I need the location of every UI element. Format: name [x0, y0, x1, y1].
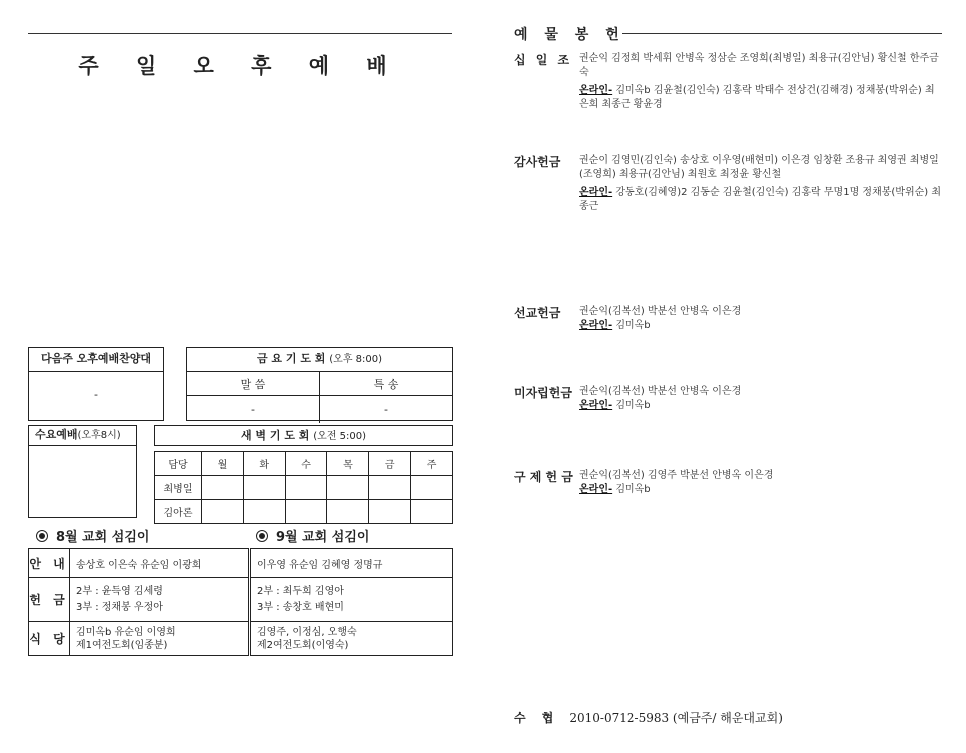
radio-bullet-icon — [256, 530, 268, 542]
thanks-name-list: 권순이 김영민(김인숙) 송상호 이우영(배현미) 이은경 임창환 조용규 최영권 최병일(조영희) 최용규(김안님) 최원호 최정윤 황신철 — [579, 155, 939, 180]
mission-online — [579, 319, 941, 333]
dawn-header-row — [155, 452, 453, 476]
wednesday-service-box — [28, 425, 137, 518]
service-aug-cell — [70, 622, 250, 656]
relief-online — [579, 483, 941, 497]
dawn-prayer-header-box — [154, 425, 453, 446]
thanks-names — [579, 154, 941, 218]
future-label: 미자립헌금 — [514, 386, 572, 400]
service-aug-line: 2부 : 윤득영 김세령 — [76, 585, 163, 597]
friday-prayer-header — [187, 348, 452, 372]
mission-name-list: 권순익(김복선) 박분선 안병옥 이은경 — [579, 306, 742, 317]
table-row — [155, 476, 453, 500]
sep-service-title — [256, 526, 369, 545]
dawn-prayer-header — [155, 426, 452, 446]
table-row — [29, 622, 453, 656]
relief-name-list: 권순익(김복선) 김영주 박분선 안병옥 이은경 — [579, 470, 774, 481]
friday-col-special-song: 특 송 — [320, 372, 453, 396]
mission-online-list: 김미옥b — [615, 320, 651, 331]
friday-col-sermon: 말 씀 — [187, 372, 320, 396]
dawn-leader-name: 김아론 — [155, 500, 202, 524]
friday-prayer-box — [186, 347, 453, 421]
dawn-prayer-time: (오전 5:00) — [313, 431, 367, 442]
friday-song-value: - — [384, 403, 388, 416]
tithe-online-list: 김미옥b 김윤철(김인숙) 김홍락 박태수 전상건(김해경) 정채봉(박위순) 최은희 최종근 황윤경 — [579, 85, 935, 110]
future-name-list: 권순익(김복선) 박분선 안병옥 이은경 — [579, 386, 742, 397]
friday-prayer-table — [187, 372, 452, 423]
service-sep-line: 3부 : 송창호 배현미 — [257, 601, 344, 613]
online-label: 온라인- — [579, 85, 613, 96]
mission-label: 선교헌금 — [514, 306, 561, 320]
service-row-label: 식 당 — [29, 622, 70, 656]
service-sep-line: 김영주, 이정심, 오행숙 — [257, 626, 357, 638]
offering-title: 예 물 봉 헌 — [514, 27, 625, 43]
sep-service-title-text: 9월 교회 섬김이 — [276, 530, 370, 545]
next-choir-value: - — [94, 388, 98, 401]
dawn-cell — [369, 476, 411, 500]
dawn-cell — [243, 476, 285, 500]
service-aug-line: 제1여전도회(임종분) — [76, 639, 168, 651]
service-sep-line: 제2여전도회(이영숙) — [257, 639, 349, 651]
future-online — [579, 399, 941, 413]
dawn-header-cell: 목 — [327, 452, 369, 476]
dawn-cell — [411, 500, 453, 524]
dawn-cell — [202, 500, 244, 524]
dawn-cell — [411, 476, 453, 500]
dawn-cell — [327, 500, 369, 524]
dawn-cell — [369, 500, 411, 524]
service-aug-line: 김미옥b 유순임 이영희 — [76, 626, 176, 638]
online-label: 온라인- — [579, 187, 613, 198]
dawn-cell — [327, 476, 369, 500]
dawn-header-cell: 월 — [202, 452, 244, 476]
dawn-prayer-table — [154, 451, 453, 524]
mission-names — [579, 305, 941, 337]
aug-service-title-text: 8월 교회 섬김이 — [56, 530, 150, 545]
dawn-header-cell: 담당 — [155, 452, 202, 476]
service-sep-cell — [250, 549, 453, 578]
dawn-header-cell: 화 — [243, 452, 285, 476]
wednesday-time: (오후8시) — [77, 430, 121, 441]
friday-sermon-value: - — [187, 396, 320, 424]
dawn-header-cell: 금 — [369, 452, 411, 476]
relief-online-list: 김미옥b — [615, 484, 651, 495]
next-choir-box — [28, 347, 164, 421]
online-label: 온라인- — [579, 400, 613, 411]
thanks-online-list: 강동호(김혜영)2 김동순 김윤철(김인숙) 김홍락 무명1명 정채봉(박위순) 최종근 — [579, 187, 942, 212]
service-aug-line: 3부 : 정채봉 우정아 — [76, 601, 163, 613]
top-rule-left — [28, 33, 452, 34]
future-online-list: 김미옥b — [615, 400, 651, 411]
service-row-label: 헌 금 — [29, 578, 70, 622]
relief-names — [579, 469, 941, 501]
service-sep-cell — [250, 622, 453, 656]
table-row — [29, 549, 453, 578]
service-aug-line: 송상호 이은숙 유순임 이광희 — [76, 559, 202, 571]
tithe-name-list: 권순익 김정희 박세휘 안병옥 정삼순 조영희(최병일) 최용규(김안님) 황신철 한주금숙 — [579, 53, 939, 78]
friday-prayer-time: (오후 8:00) — [329, 354, 383, 365]
thanks-online — [579, 186, 941, 214]
service-aug-cell — [70, 578, 250, 622]
aug-service-title — [36, 526, 149, 545]
tithe-label: 십 일 조 — [514, 53, 573, 67]
relief-label: 구 제 헌 금 — [514, 470, 573, 484]
service-sep-line: 이우영 유순임 김혜영 정명규 — [257, 559, 383, 571]
top-rule-right — [622, 33, 942, 34]
next-choir-header: 다음주 오후예배찬양대 — [29, 348, 163, 372]
dawn-leader-name: 최병일 — [155, 476, 202, 500]
dawn-cell — [202, 476, 244, 500]
future-names — [579, 385, 941, 417]
table-row — [155, 500, 453, 524]
page-title: 주 일 오 후 예 배 — [78, 54, 402, 78]
table-row — [29, 578, 453, 622]
service-row-label: 안 내 — [29, 549, 70, 578]
service-sep-line: 2부 : 최두희 김영아 — [257, 585, 344, 597]
bank-account — [514, 709, 783, 726]
service-table — [28, 548, 453, 656]
service-sep-cell — [250, 578, 453, 622]
dawn-header-cell: 주 — [411, 452, 453, 476]
wednesday-title: 수요예배 — [35, 428, 78, 441]
radio-bullet-icon — [36, 530, 48, 542]
dawn-cell — [285, 476, 327, 500]
friday-prayer-title: 금 요 기 도 회 — [256, 352, 326, 365]
online-label: 온라인- — [579, 320, 613, 331]
wednesday-header — [29, 426, 136, 446]
online-label: 온라인- — [579, 484, 613, 495]
dawn-header-cell: 수 — [285, 452, 327, 476]
dawn-prayer-title: 새 벽 기 도 회 — [240, 429, 310, 442]
bank-label: 수 협 — [514, 711, 560, 725]
thanks-label: 감사헌금 — [514, 155, 561, 169]
tithe-names — [579, 52, 941, 116]
tithe-online — [579, 84, 941, 112]
bank-account-number: 2010-0712-5983 (예금주/ 해운대교회) — [569, 711, 783, 725]
dawn-cell — [285, 500, 327, 524]
dawn-cell — [243, 500, 285, 524]
service-aug-cell — [70, 549, 250, 578]
